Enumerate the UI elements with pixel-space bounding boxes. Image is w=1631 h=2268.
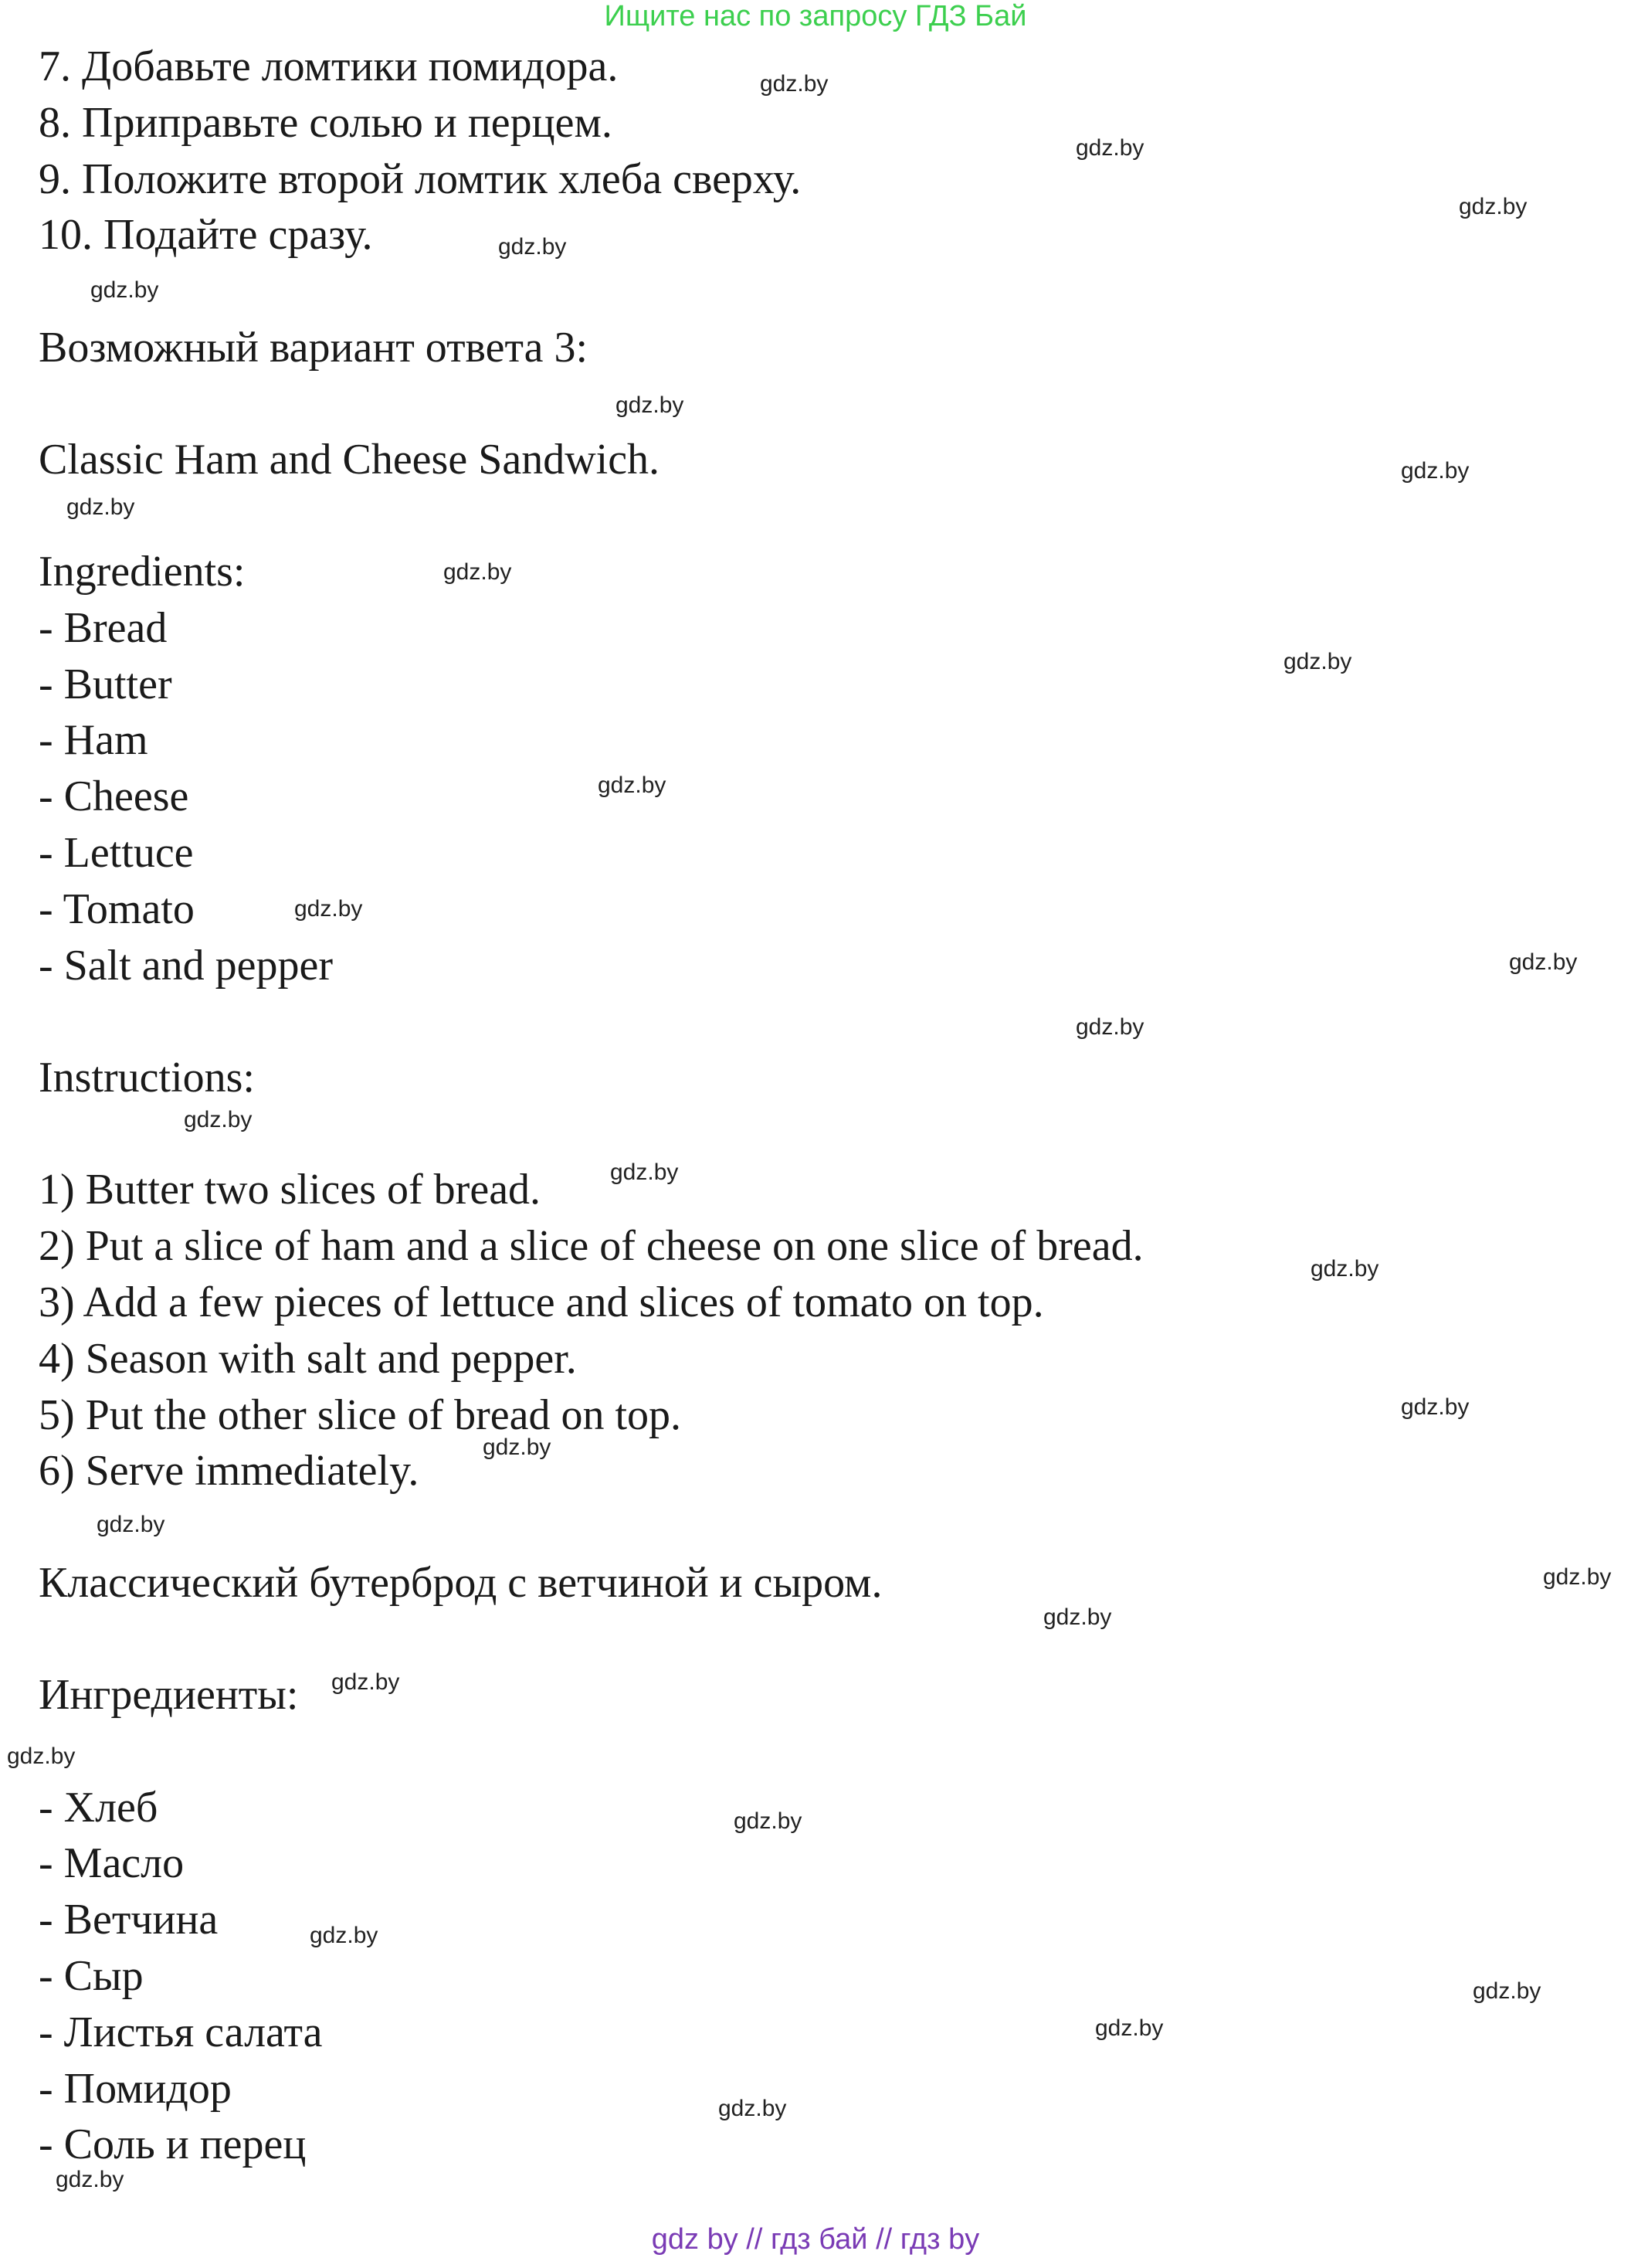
watermark: gdz.by <box>718 2096 787 2121</box>
ingredient-item-ru: - Помидор <box>39 2065 232 2113</box>
ingredient-item-ru: - Листья салата <box>39 2008 323 2056</box>
watermark: gdz.by <box>1095 2015 1164 2041</box>
watermark: gdz.by <box>734 1808 802 1834</box>
watermark: gdz.by <box>598 772 666 798</box>
instruction-step: 6) Serve immediately. <box>39 1447 419 1495</box>
text-line: 9. Положите второй ломтик хлеба сверху. <box>39 155 802 203</box>
ingredient-item-ru: - Ветчина <box>39 1896 219 1944</box>
ingredient-item: - Salt and pepper <box>39 942 333 990</box>
watermark: gdz.by <box>310 1923 378 1948</box>
recipe-title-en: Classic Ham and Cheese Sandwich. <box>39 436 660 484</box>
ingredient-item: - Ham <box>39 716 148 764</box>
text-line: 8. Приправьте солью и перцем. <box>39 99 612 147</box>
watermark: gdz.by <box>1543 1564 1612 1590</box>
watermark: gdz.by <box>66 494 135 520</box>
instruction-step: 5) Put the other slice of bread on top. <box>39 1391 682 1439</box>
watermark: gdz.by <box>184 1107 253 1132</box>
top-banner[interactable]: Ищите нас по запросу ГДЗ Бай <box>604 0 1027 32</box>
ingredient-item: - Butter <box>39 660 172 708</box>
watermark: gdz.by <box>1311 1256 1379 1282</box>
instruction-step: 1) Butter two slices of bread. <box>39 1166 541 1214</box>
watermark: gdz.by <box>760 71 829 97</box>
watermark: gdz.by <box>1509 949 1578 975</box>
bottom-links[interactable]: gdz by // гдз бай // гдз by <box>651 2223 980 2256</box>
watermark: gdz.by <box>1076 135 1144 161</box>
watermark: gdz.by <box>615 392 684 418</box>
watermark: gdz.by <box>610 1159 679 1185</box>
watermark: gdz.by <box>90 277 159 303</box>
watermark: gdz.by <box>294 896 363 922</box>
watermark: gdz.by <box>1473 1978 1541 2004</box>
watermark: gdz.by <box>97 1512 165 1537</box>
ingredient-item-ru: - Соль и перец <box>39 2120 307 2168</box>
watermark: gdz.by <box>1401 458 1470 484</box>
instruction-step: 4) Season with salt and pepper. <box>39 1335 577 1383</box>
watermark: gdz.by <box>498 234 567 260</box>
ingredient-item: - Cheese <box>39 772 189 820</box>
watermark: gdz.by <box>7 1743 76 1769</box>
ingredient-item: - Tomato <box>39 885 195 933</box>
text-line: 10. Подайте сразу. <box>39 211 373 259</box>
watermark: gdz.by <box>1283 649 1352 674</box>
watermark: gdz.by <box>1401 1394 1470 1420</box>
watermark: gdz.by <box>331 1669 400 1695</box>
watermark: gdz.by <box>1076 1014 1144 1040</box>
ingredient-item-ru: - Масло <box>39 1839 185 1887</box>
watermark: gdz.by <box>1459 194 1528 219</box>
ingredient-item-ru: - Сыр <box>39 1952 144 2000</box>
watermark: gdz.by <box>56 2167 124 2192</box>
ingredient-item: - Lettuce <box>39 829 194 877</box>
instruction-step: 3) Add a few pieces of lettuce and slices of tomato on top. <box>39 1278 1044 1326</box>
watermark: gdz.by <box>443 559 512 585</box>
section-heading: Возможный вариант ответа 3: <box>39 324 588 372</box>
instructions-heading: Instructions: <box>39 1054 255 1102</box>
ingredient-item-ru: - Хлеб <box>39 1784 158 1832</box>
instruction-step: 2) Put a slice of ham and a slice of cheese on one slice of bread. <box>39 1222 1144 1270</box>
watermark: gdz.by <box>1043 1604 1112 1630</box>
ingredients-heading-ru: Ингредиенты: <box>39 1671 299 1719</box>
ingredients-heading-en: Ingredients: <box>39 548 246 596</box>
ingredient-item: - Bread <box>39 604 168 652</box>
recipe-title-ru: Классический бутерброд с ветчиной и сыром. <box>39 1559 883 1607</box>
text-line: 7. Добавьте ломтики помидора. <box>39 42 619 90</box>
watermark: gdz.by <box>483 1434 551 1460</box>
